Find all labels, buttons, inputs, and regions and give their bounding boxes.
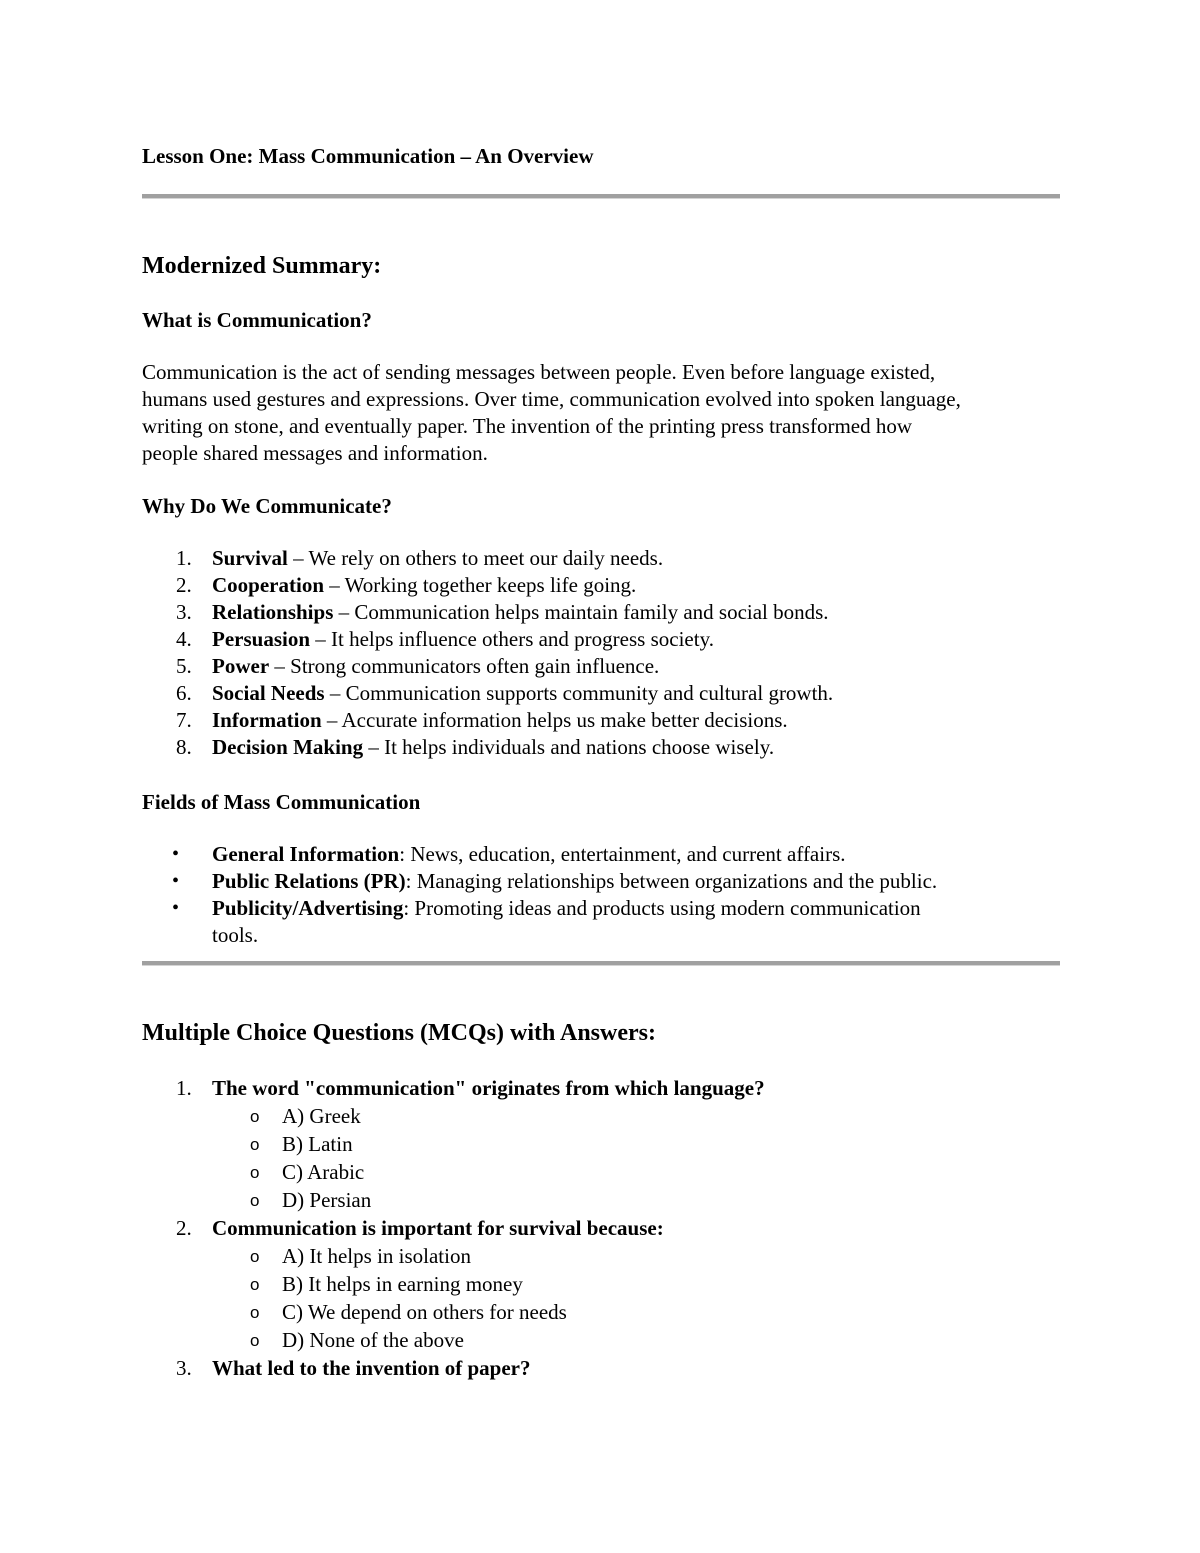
bullet-icon: • xyxy=(172,843,180,865)
list-item xyxy=(142,734,1060,761)
item-text: – We rely on others to meet our daily needs. xyxy=(287,546,664,570)
list-item xyxy=(142,599,1060,626)
summary-heading: Modernized Summary: xyxy=(142,253,382,279)
horizontal-rule xyxy=(142,961,1060,966)
circle-bullet-icon: o xyxy=(250,1303,260,1322)
mcq-option xyxy=(142,1242,1060,1270)
option-text: D) None of the above xyxy=(282,1328,464,1352)
mcq-question-item xyxy=(142,1354,1060,1382)
item-text-continued: tools. xyxy=(212,923,259,947)
item-text: – Communication supports community and cultural growth. xyxy=(324,681,834,705)
item-text: : News, education, entertainment, and current affairs. xyxy=(399,842,846,866)
circle-bullet-icon: o xyxy=(250,1275,260,1294)
item-number: 3. xyxy=(176,600,192,624)
mcq-option xyxy=(142,1102,1060,1130)
paragraph-line: writing on stone, and eventually paper. The invention of the printing press transformed how xyxy=(142,414,913,438)
item-term: Persuasion xyxy=(212,627,311,651)
option-text: A) Greek xyxy=(282,1104,361,1128)
fields-heading: Fields of Mass Communication xyxy=(142,790,421,814)
mcq-question xyxy=(142,1074,1060,1102)
paragraph-line: humans used gestures and expressions. Over time, communication evolved into spoken language, xyxy=(142,387,961,411)
list-item xyxy=(142,680,1060,707)
item-term: Publicity/Advertising xyxy=(212,896,404,920)
mcq-question-item xyxy=(142,1214,1060,1354)
item-term: Power xyxy=(212,654,270,678)
mcq-heading: Multiple Choice Questions (MCQs) with Answers: xyxy=(142,1020,656,1046)
mcq-question xyxy=(142,1354,1060,1382)
option-text: B) It helps in earning money xyxy=(282,1272,523,1296)
option-text: C) We depend on others for needs xyxy=(282,1300,567,1324)
circle-bullet-icon: o xyxy=(250,1163,260,1182)
mcq-option xyxy=(142,1298,1060,1326)
item-text: : Managing relationships between organizations and the public. xyxy=(405,869,938,893)
list-item xyxy=(142,707,1060,734)
paragraph-line: Communication is the act of sending messages between people. Even before language existed, xyxy=(142,360,936,384)
list-item xyxy=(142,895,1060,949)
item-text: : Promoting ideas and products using modern communication xyxy=(403,896,921,920)
option-text: A) It helps in isolation xyxy=(282,1244,471,1268)
item-number: 8. xyxy=(176,735,192,759)
list-item xyxy=(142,868,1060,895)
circle-bullet-icon: o xyxy=(250,1247,260,1266)
bullet-icon: • xyxy=(172,897,180,919)
list-item xyxy=(142,545,1060,572)
lesson-title: Lesson One: Mass Communication – An Overview xyxy=(142,144,594,168)
item-number: 5. xyxy=(176,654,192,678)
list-item xyxy=(142,626,1060,653)
mcq-question xyxy=(142,1214,1060,1242)
question-number: 1. xyxy=(176,1076,192,1100)
mcq-option xyxy=(142,1270,1060,1298)
communication-paragraph xyxy=(142,359,1060,467)
question-number: 2. xyxy=(176,1216,192,1240)
why-communicate-heading: Why Do We Communicate? xyxy=(142,494,392,518)
item-term: Cooperation xyxy=(212,573,324,597)
item-term: Social Needs xyxy=(212,681,325,705)
item-text: – Communication helps maintain family and social bonds. xyxy=(333,600,829,624)
question-number: 3. xyxy=(176,1356,192,1380)
item-number: 1. xyxy=(176,546,192,570)
item-number: 2. xyxy=(176,573,192,597)
question-text: The word "communication" originates from which language? xyxy=(212,1076,765,1100)
item-number: 4. xyxy=(176,627,192,651)
item-term: Public Relations (PR) xyxy=(212,869,406,893)
item-text: – Working together keeps life going. xyxy=(324,573,637,597)
circle-bullet-icon: o xyxy=(250,1331,260,1350)
circle-bullet-icon: o xyxy=(250,1107,260,1126)
mcq-list xyxy=(142,1074,1060,1382)
option-text: B) Latin xyxy=(282,1132,353,1156)
item-term: Information xyxy=(212,708,322,732)
mcq-question-item xyxy=(142,1074,1060,1214)
what-is-communication-heading: What is Communication? xyxy=(142,308,372,332)
question-text: What led to the invention of paper? xyxy=(212,1356,531,1380)
list-item xyxy=(142,841,1060,868)
item-text: – It helps influence others and progress society. xyxy=(310,627,714,651)
fields-list xyxy=(142,841,1060,949)
circle-bullet-icon: o xyxy=(250,1191,260,1210)
circle-bullet-icon: o xyxy=(250,1135,260,1154)
item-term: Decision Making xyxy=(212,735,364,759)
mcq-option xyxy=(142,1186,1060,1214)
option-text: D) Persian xyxy=(282,1188,372,1212)
item-text: – It helps individuals and nations choose wisely. xyxy=(363,735,775,759)
item-term: General Information xyxy=(212,842,400,866)
mcq-option xyxy=(142,1158,1060,1186)
horizontal-rule xyxy=(142,194,1060,199)
bullet-icon: • xyxy=(172,870,180,892)
item-number: 6. xyxy=(176,681,192,705)
item-term: Relationships xyxy=(212,600,334,624)
item-term: Survival xyxy=(212,546,288,570)
option-text: C) Arabic xyxy=(282,1160,365,1184)
item-text: – Accurate information helps us make better decisions. xyxy=(321,708,788,732)
question-text: Communication is important for survival because: xyxy=(212,1216,664,1240)
mcq-option xyxy=(142,1130,1060,1158)
mcq-option xyxy=(142,1326,1060,1354)
document-page xyxy=(142,140,1060,1382)
reasons-list xyxy=(142,545,1060,761)
paragraph-line: people shared messages and information. xyxy=(142,441,488,465)
item-number: 7. xyxy=(176,708,192,732)
item-text: – Strong communicators often gain influence. xyxy=(269,654,660,678)
list-item xyxy=(142,572,1060,599)
list-item xyxy=(142,653,1060,680)
